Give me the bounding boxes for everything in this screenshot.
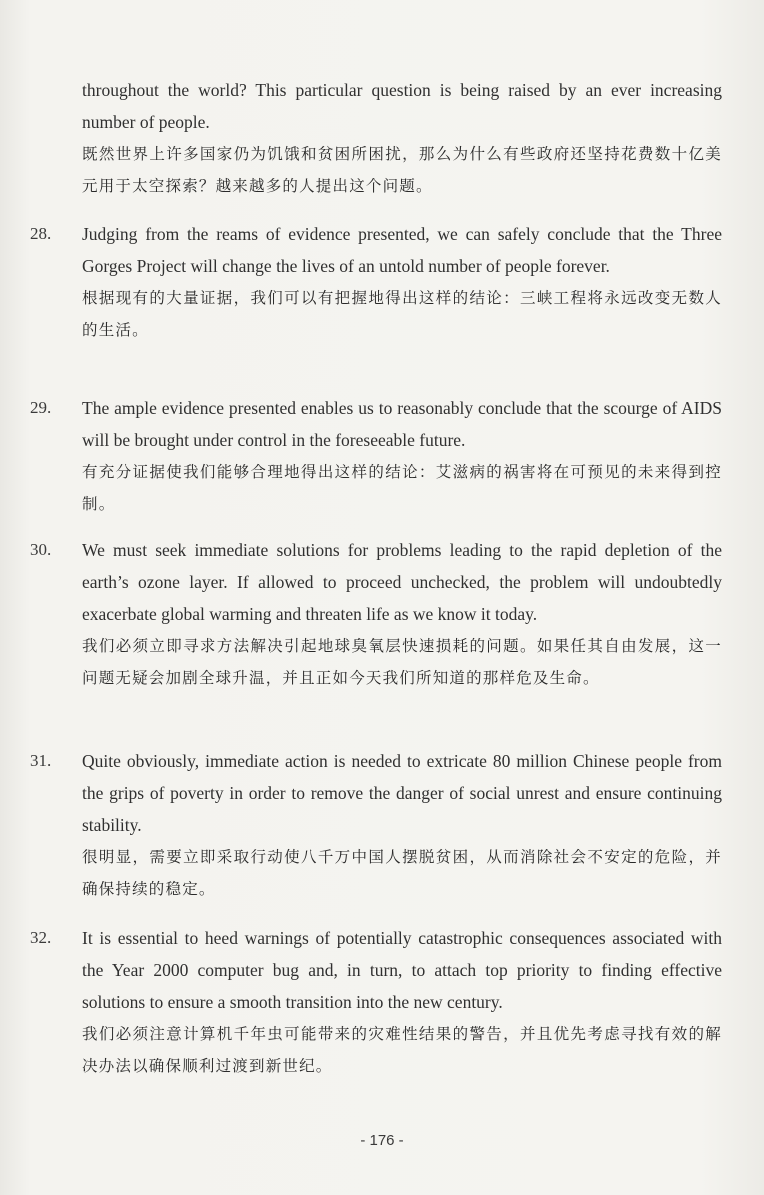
english-sentence: Judging from the reams of evidence presented, we can safely conclude that the Three Gorges Project will change the lives of an untold number of people forever. — [82, 224, 722, 276]
english-sentence: We must seek immediate solutions for problems leading to the rapid depletion of the earth’s ozone layer. If allowed to proceed unchecked, the problem will undoubtedly exacerbate global warming and threaten life as we know it today. — [82, 540, 722, 624]
chinese-translation: 我们必须注意计算机千年虫可能带来的灾难性结果的警告，并且优先考虑寻找有效的解决办法以确保顺利过渡到新世纪。 — [82, 1025, 722, 1075]
entry-number: 28. — [30, 224, 52, 243]
chinese-translation: 根据现有的大量证据，我们可以有把握地得出这样的结论：三峡工程将永远改变无数人的生活。 — [82, 289, 722, 339]
chinese-translation: 既然世界上许多国家仍为饥饿和贫困所困扰，那么为什么有些政府还坚持花费数十亿美元用于太空探索？越来越多的人提出这个问题。 — [82, 145, 722, 195]
chinese-translation: 有充分证据使我们能够合理地得出这样的结论：艾滋病的祸害将在可预见的未来得到控制。 — [82, 463, 722, 513]
entry-body — [82, 534, 722, 694]
entry-number: 32. — [30, 928, 52, 947]
page-number: - 176 - — [360, 1132, 404, 1149]
entry-number: 30. — [30, 540, 52, 559]
entry-body — [82, 745, 722, 905]
entry-body — [82, 392, 722, 520]
english-sentence: It is essential to heed warnings of potentially catastrophic consequences associated with the Year 2000 computer bug and, in turn, to attach top priority to finding effective solutions to ensure a smooth transition into the new century. — [82, 928, 722, 1012]
entry-body — [82, 74, 722, 202]
english-sentence: Quite obviously, immediate action is needed to extricate 80 million Chinese people from the grips of poverty in order to remove the danger of social unrest and ensure continuing stability. — [82, 751, 722, 835]
entry-body — [82, 218, 722, 346]
entry-number: 31. — [30, 751, 52, 770]
english-sentence: The ample evidence presented enables us to reasonably conclude that the scourge of AIDS will be brought under control in the foreseeable future. — [82, 398, 722, 450]
chinese-translation: 很明显，需要立即采取行动使八千万中国人摆脱贫困，从而消除社会不安定的危险，并确保持续的稳定。 — [82, 848, 722, 898]
entry-body — [82, 922, 722, 1082]
chinese-translation: 我们必须立即寻求方法解决引起地球臭氧层快速损耗的问题。如果任其自由发展，这一问题无疑会加剧全球升温，并且正如今天我们所知道的那样危及生命。 — [82, 637, 722, 687]
entry-number: 29. — [30, 398, 52, 417]
english-sentence: throughout the world? This particular question is being raised by an ever increasing number of people. — [82, 80, 722, 132]
